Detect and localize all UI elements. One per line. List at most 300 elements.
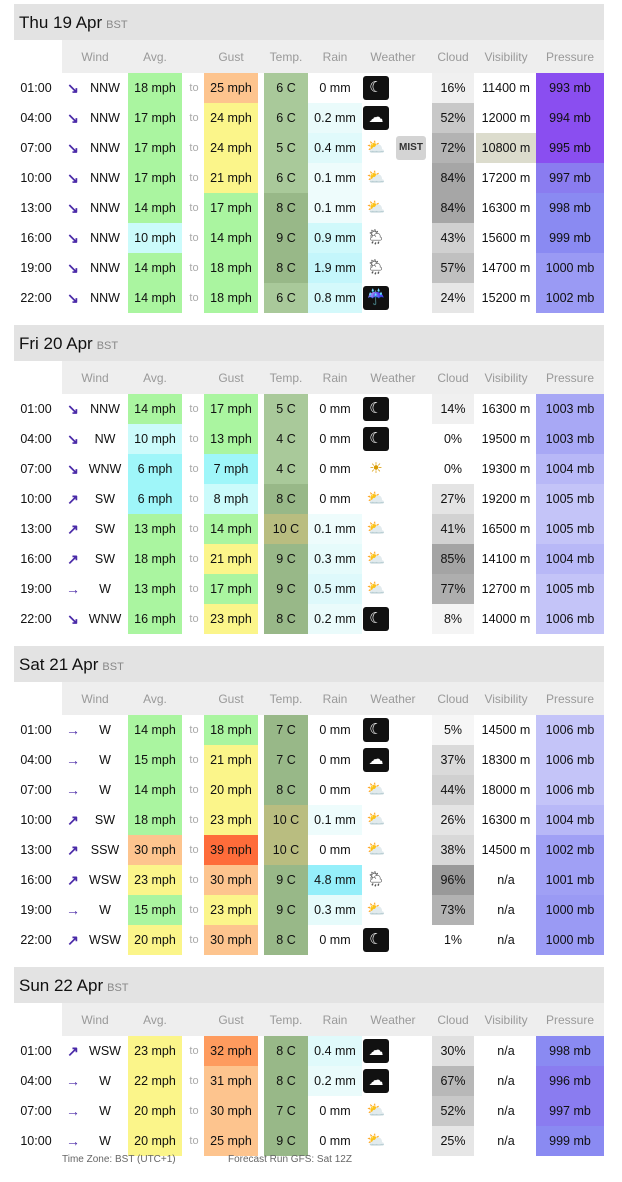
wind-direction: SSW: [90, 843, 120, 857]
forecast-row: [14, 835, 604, 865]
column-header-row: [14, 1003, 604, 1036]
suncloud-icon: ⛅: [366, 811, 386, 828]
column-header-cloud: Cloud: [437, 50, 469, 64]
to-label: to: [189, 904, 199, 916]
rainfall: 0 mm: [308, 715, 362, 745]
wind-direction: NNW: [90, 171, 120, 185]
pressure: 1000 mb: [536, 253, 604, 283]
wind-direction: NNW: [90, 201, 120, 215]
forecast-row: [14, 745, 604, 775]
to-label: to: [189, 814, 199, 826]
cloud-cover: 0%: [432, 454, 474, 484]
avg-wind-speed: 23 mph: [128, 1036, 182, 1066]
temperature: 6 C: [264, 163, 308, 193]
weather-cell: [362, 835, 392, 865]
rainfall: 0.2 mm: [308, 103, 362, 133]
suncloud-icon: ⛅: [366, 841, 386, 858]
temperature: 6 C: [264, 103, 308, 133]
time-cell: 01:00: [14, 715, 58, 745]
pressure: 997 mb: [536, 163, 604, 193]
timezone-label: BST: [102, 661, 124, 673]
wind-arrow-icon: ↘: [67, 461, 79, 477]
temperature: 7 C: [264, 715, 308, 745]
day-section: [14, 967, 604, 1156]
avg-wind-speed: 13 mph: [128, 574, 182, 604]
visibility: 12000 m: [476, 103, 536, 133]
weather-cell: [362, 394, 392, 424]
cloud-icon: ☁: [363, 106, 389, 130]
time-cell: 10:00: [14, 1126, 58, 1156]
time-cell: 19:00: [14, 895, 58, 925]
rainfall: 0 mm: [308, 1126, 362, 1156]
to-label: to: [189, 493, 199, 505]
rainfall: 0 mm: [308, 394, 362, 424]
forecast-row: [14, 775, 604, 805]
column-header-pressure: Pressure: [545, 692, 595, 706]
wind-arrow-icon: →: [66, 782, 80, 798]
forecast-row: [14, 865, 604, 895]
weather-cell: [362, 193, 392, 223]
time-cell: 16:00: [14, 544, 58, 574]
avg-wind-speed: 10 mph: [128, 424, 182, 454]
pressure: 1002 mb: [536, 835, 604, 865]
time-cell: 16:00: [14, 865, 58, 895]
visibility: 14100 m: [476, 544, 536, 574]
wind-arrow-icon: ↗: [67, 491, 79, 507]
visibility: 15600 m: [476, 223, 536, 253]
suncloud-icon: ⛅: [366, 199, 386, 216]
gust-speed: 30 mph: [204, 1096, 258, 1126]
wind-arrow-icon: ↘: [67, 80, 79, 96]
rainfall: 0.3 mm: [308, 544, 362, 574]
forecast-row: [14, 574, 604, 604]
visibility: 14500 m: [476, 715, 536, 745]
suncloud-icon: ⛅: [366, 169, 386, 186]
cloud-cover: 57%: [432, 253, 474, 283]
temperature: 8 C: [264, 775, 308, 805]
forecast-row: [14, 394, 604, 424]
forecast-row: [14, 484, 604, 514]
column-header-row: [14, 682, 604, 715]
cloud-cover: 72%: [432, 133, 474, 163]
time-cell: 04:00: [14, 424, 58, 454]
rainsun-icon: 🌦: [366, 871, 386, 888]
cloud-cover: 0%: [432, 424, 474, 454]
day-section: [14, 325, 604, 634]
cloud-cover: 1%: [432, 925, 474, 955]
avg-wind-speed: 22 mph: [128, 1066, 182, 1096]
visibility: n/a: [476, 865, 536, 895]
forecast-row: [14, 253, 604, 283]
to-label: to: [189, 202, 199, 214]
gust-speed: 30 mph: [204, 925, 258, 955]
to-label: to: [189, 553, 199, 565]
weather-cell: [362, 745, 392, 775]
weather-cell: [362, 253, 392, 283]
visibility: 19200 m: [476, 484, 536, 514]
wind-arrow-icon: ↗: [67, 551, 79, 567]
avg-wind-speed: 20 mph: [128, 1126, 182, 1156]
column-header-wind: Wind: [81, 371, 109, 385]
to-label: to: [189, 292, 199, 304]
forecast-row: [14, 163, 604, 193]
temperature: 9 C: [264, 223, 308, 253]
column-header-avg: Avg.: [143, 692, 167, 706]
temperature: 7 C: [264, 1096, 308, 1126]
visibility: 15200 m: [476, 283, 536, 313]
suncloud-icon: ⛅: [366, 139, 386, 156]
column-header-wind: Wind: [81, 692, 109, 706]
rainfall: 0 mm: [308, 424, 362, 454]
temperature: 8 C: [264, 253, 308, 283]
weather-cell: [362, 103, 392, 133]
pressure: 1000 mb: [536, 925, 604, 955]
timezone-label: BST: [107, 982, 129, 994]
cloud-cover: 77%: [432, 574, 474, 604]
visibility: 16300 m: [476, 394, 536, 424]
cloud-cover: 26%: [432, 805, 474, 835]
day-title: [19, 334, 118, 354]
cloud-cover: 44%: [432, 775, 474, 805]
column-header-wind: Wind: [81, 1013, 109, 1027]
wind-arrow-icon: ↘: [67, 290, 79, 306]
column-header-row: [14, 361, 604, 394]
temperature: 10 C: [264, 835, 308, 865]
temperature: 9 C: [264, 895, 308, 925]
rainfall: 0.1 mm: [308, 193, 362, 223]
pressure: 1005 mb: [536, 514, 604, 544]
avg-wind-speed: 17 mph: [128, 163, 182, 193]
weather-cell: [362, 865, 392, 895]
column-header-temp: Temp.: [269, 692, 303, 706]
time-cell: 04:00: [14, 103, 58, 133]
forecast-row: [14, 715, 604, 745]
avg-wind-speed: 14 mph: [128, 193, 182, 223]
time-cell: 01:00: [14, 1036, 58, 1066]
avg-wind-speed: 14 mph: [128, 715, 182, 745]
wind-arrow-icon: ↘: [67, 170, 79, 186]
cloud-cover: 41%: [432, 514, 474, 544]
pressure: 994 mb: [536, 103, 604, 133]
forecast-row: [14, 223, 604, 253]
wind-direction: SW: [94, 522, 116, 536]
wind-direction: WSW: [89, 873, 121, 887]
suncloud-icon: ⛅: [366, 550, 386, 567]
visibility: 16300 m: [476, 193, 536, 223]
pressure: 1005 mb: [536, 484, 604, 514]
to-label: to: [189, 1075, 199, 1087]
cloud-cover: 14%: [432, 394, 474, 424]
rainfall: 0 mm: [308, 454, 362, 484]
timezone-label: BST: [96, 340, 119, 352]
pressure: 1003 mb: [536, 424, 604, 454]
to-label: to: [189, 433, 199, 445]
forecast-row: [14, 1036, 604, 1066]
time-cell: 13:00: [14, 835, 58, 865]
rainfall: 0.1 mm: [308, 163, 362, 193]
pressure: 997 mb: [536, 1096, 604, 1126]
wind-direction: NNW: [90, 402, 120, 416]
rainfall: 4.8 mm: [308, 865, 362, 895]
gust-speed: 39 mph: [204, 835, 258, 865]
avg-wind-speed: 16 mph: [128, 604, 182, 634]
wind-direction: NNW: [90, 141, 120, 155]
pressure: 1003 mb: [536, 394, 604, 424]
column-header-weather: Weather: [370, 692, 416, 706]
wind-direction: WSW: [89, 933, 121, 947]
visibility: 14700 m: [476, 253, 536, 283]
forecast-row: [14, 604, 604, 634]
wind-arrow-icon: ↗: [67, 1043, 79, 1059]
temperature: 9 C: [264, 544, 308, 574]
column-header-gust: Gust: [218, 692, 244, 706]
wind-arrow-icon: →: [66, 1103, 80, 1119]
day-header: [14, 646, 604, 682]
gust-speed: 21 mph: [204, 163, 258, 193]
wind-arrow-icon: ↗: [67, 872, 79, 888]
weather-cell: [362, 424, 392, 454]
suncloud-icon: ⛅: [366, 490, 386, 507]
suncloud-icon: ⛅: [366, 1132, 386, 1149]
avg-wind-speed: 18 mph: [128, 805, 182, 835]
gust-speed: 30 mph: [204, 865, 258, 895]
column-header-cloud: Cloud: [437, 1013, 469, 1027]
gust-speed: 25 mph: [204, 73, 258, 103]
suncloud-icon: ⛅: [366, 1102, 386, 1119]
day-header: [14, 4, 604, 40]
wind-arrow-icon: ↘: [67, 401, 79, 417]
avg-wind-speed: 17 mph: [128, 133, 182, 163]
forecast-row: [14, 895, 604, 925]
wind-arrow-icon: →: [66, 1133, 80, 1149]
column-header-pressure: Pressure: [545, 1013, 595, 1027]
suncloud-icon: ⛅: [366, 520, 386, 537]
column-header-row: [14, 40, 604, 73]
visibility: 16300 m: [476, 805, 536, 835]
day-title-text: Thu 19 Apr: [19, 13, 103, 32]
rainfall: 0 mm: [308, 73, 362, 103]
rainfall: 0 mm: [308, 835, 362, 865]
gust-speed: 21 mph: [204, 745, 258, 775]
visibility: 17200 m: [476, 163, 536, 193]
to-label: to: [189, 754, 199, 766]
weather-cell: [362, 1066, 392, 1096]
weather-cell: [362, 604, 392, 634]
gust-speed: 17 mph: [204, 394, 258, 424]
rainfall: 0 mm: [308, 1096, 362, 1126]
time-cell: 04:00: [14, 745, 58, 775]
column-header-rain: Rain: [322, 371, 348, 385]
weather-cell: [362, 454, 392, 484]
suncloud-icon: ⛅: [366, 781, 386, 798]
to-label: to: [189, 724, 199, 736]
column-header-visibility: Visibility: [484, 371, 528, 385]
moon-icon: ☾: [363, 397, 389, 421]
gust-speed: 8 mph: [204, 484, 258, 514]
column-header-cloud: Cloud: [437, 371, 469, 385]
temperature: 4 C: [264, 454, 308, 484]
pressure: 1006 mb: [536, 604, 604, 634]
temperature: 4 C: [264, 424, 308, 454]
forecast-row: [14, 133, 604, 163]
wind-arrow-icon: ↘: [67, 110, 79, 126]
temperature: 6 C: [264, 283, 308, 313]
visibility: 11400 m: [476, 73, 536, 103]
wind-direction: WNW: [88, 612, 122, 626]
to-label: to: [189, 112, 199, 124]
column-header-wind: Wind: [81, 50, 109, 64]
gust-speed: 23 mph: [204, 805, 258, 835]
cloud-cover: 85%: [432, 544, 474, 574]
rainfall: 0 mm: [308, 925, 362, 955]
temperature: 10 C: [264, 514, 308, 544]
wind-direction: SW: [94, 552, 116, 566]
wind-arrow-icon: →: [66, 902, 80, 918]
wind-direction: NNW: [90, 81, 120, 95]
rainsun-icon: 🌦: [366, 259, 386, 276]
avg-wind-speed: 10 mph: [128, 223, 182, 253]
to-label: to: [189, 934, 199, 946]
to-label: to: [189, 523, 199, 535]
wind-direction: SW: [94, 813, 116, 827]
time-cell: 22:00: [14, 283, 58, 313]
timezone-label: BST: [106, 19, 128, 31]
avg-wind-speed: 18 mph: [128, 73, 182, 103]
pressure: 995 mb: [536, 133, 604, 163]
gust-speed: 24 mph: [204, 133, 258, 163]
time-cell: 04:00: [14, 1066, 58, 1096]
cloud-cover: 37%: [432, 745, 474, 775]
temperature: 10 C: [264, 805, 308, 835]
raincloud-icon: ☔: [363, 286, 389, 310]
cloud-icon: ☁: [363, 1069, 389, 1093]
visibility: 18300 m: [476, 745, 536, 775]
rainfall: 0.9 mm: [308, 223, 362, 253]
gust-speed: 13 mph: [204, 424, 258, 454]
temperature: 9 C: [264, 1126, 308, 1156]
to-label: to: [189, 463, 199, 475]
gust-speed: 18 mph: [204, 253, 258, 283]
pressure: 1005 mb: [536, 574, 604, 604]
forecast-row: [14, 1126, 604, 1156]
cloud-cover: 84%: [432, 163, 474, 193]
time-cell: 13:00: [14, 193, 58, 223]
pressure: 1001 mb: [536, 865, 604, 895]
pressure: 998 mb: [536, 1036, 604, 1066]
to-label: to: [189, 1105, 199, 1117]
temperature: 5 C: [264, 394, 308, 424]
moon-icon: ☾: [363, 76, 389, 100]
gust-speed: 31 mph: [204, 1066, 258, 1096]
time-cell: 22:00: [14, 604, 58, 634]
weather-cell: [362, 544, 392, 574]
wind-arrow-icon: →: [66, 752, 80, 768]
moon-icon: ☾: [363, 427, 389, 451]
gust-speed: 17 mph: [204, 574, 258, 604]
cloud-cover: 30%: [432, 1036, 474, 1066]
forecast-row: [14, 454, 604, 484]
time-cell: 19:00: [14, 574, 58, 604]
column-header-visibility: Visibility: [484, 1013, 528, 1027]
column-header-cloud: Cloud: [437, 692, 469, 706]
column-header-visibility: Visibility: [484, 50, 528, 64]
column-header-rain: Rain: [322, 692, 348, 706]
column-header-avg: Avg.: [143, 50, 167, 64]
forecast-row: [14, 283, 604, 313]
time-cell: 07:00: [14, 133, 58, 163]
column-header-avg: Avg.: [143, 1013, 167, 1027]
gust-speed: 20 mph: [204, 775, 258, 805]
to-label: to: [189, 874, 199, 886]
forecast-row: [14, 424, 604, 454]
time-cell: 07:00: [14, 1096, 58, 1126]
rainfall: 0.1 mm: [308, 805, 362, 835]
temperature: 8 C: [264, 1066, 308, 1096]
gust-speed: 23 mph: [204, 604, 258, 634]
wind-direction: W: [99, 753, 111, 767]
rainfall: 0.5 mm: [308, 574, 362, 604]
pressure: 1000 mb: [536, 895, 604, 925]
visibility: n/a: [476, 925, 536, 955]
avg-wind-speed: 23 mph: [128, 865, 182, 895]
to-label: to: [189, 142, 199, 154]
day-title-text: Fri 20 Apr: [19, 334, 93, 353]
weather-cell: [362, 223, 392, 253]
pressure: 1006 mb: [536, 775, 604, 805]
rainfall: 0.8 mm: [308, 283, 362, 313]
to-label: to: [189, 784, 199, 796]
wind-arrow-icon: ↘: [67, 200, 79, 216]
column-header-visibility: Visibility: [484, 692, 528, 706]
wind-direction: W: [99, 582, 111, 596]
wind-direction: W: [99, 723, 111, 737]
time-cell: 16:00: [14, 223, 58, 253]
rainfall: 0.4 mm: [308, 1036, 362, 1066]
pressure: 1006 mb: [536, 715, 604, 745]
weather-cell: [362, 715, 392, 745]
to-label: to: [189, 583, 199, 595]
column-header-weather: Weather: [370, 1013, 416, 1027]
column-header-temp: Temp.: [269, 371, 303, 385]
gust-speed: 18 mph: [204, 283, 258, 313]
visibility: 10800 m: [476, 133, 536, 163]
time-cell: 10:00: [14, 805, 58, 835]
day-header: [14, 325, 604, 361]
cloud-cover: 96%: [432, 865, 474, 895]
temperature: 6 C: [264, 73, 308, 103]
avg-wind-speed: 14 mph: [128, 775, 182, 805]
temperature: 8 C: [264, 1036, 308, 1066]
gust-speed: 14 mph: [204, 223, 258, 253]
wind-direction: NNW: [90, 261, 120, 275]
pressure: 993 mb: [536, 73, 604, 103]
avg-wind-speed: 20 mph: [128, 1096, 182, 1126]
time-cell: 19:00: [14, 253, 58, 283]
temperature: 8 C: [264, 484, 308, 514]
pressure: 999 mb: [536, 1126, 604, 1156]
rainfall: 0 mm: [308, 775, 362, 805]
visibility: 12700 m: [476, 574, 536, 604]
column-header-gust: Gust: [218, 1013, 244, 1027]
weather-cell: [362, 514, 392, 544]
mist-cell: [394, 133, 424, 163]
visibility: 14000 m: [476, 604, 536, 634]
temperature: 8 C: [264, 925, 308, 955]
gust-speed: 23 mph: [204, 895, 258, 925]
wind-arrow-icon: ↘: [67, 260, 79, 276]
wind-arrow-icon: →: [66, 722, 80, 738]
wind-direction: W: [99, 903, 111, 917]
